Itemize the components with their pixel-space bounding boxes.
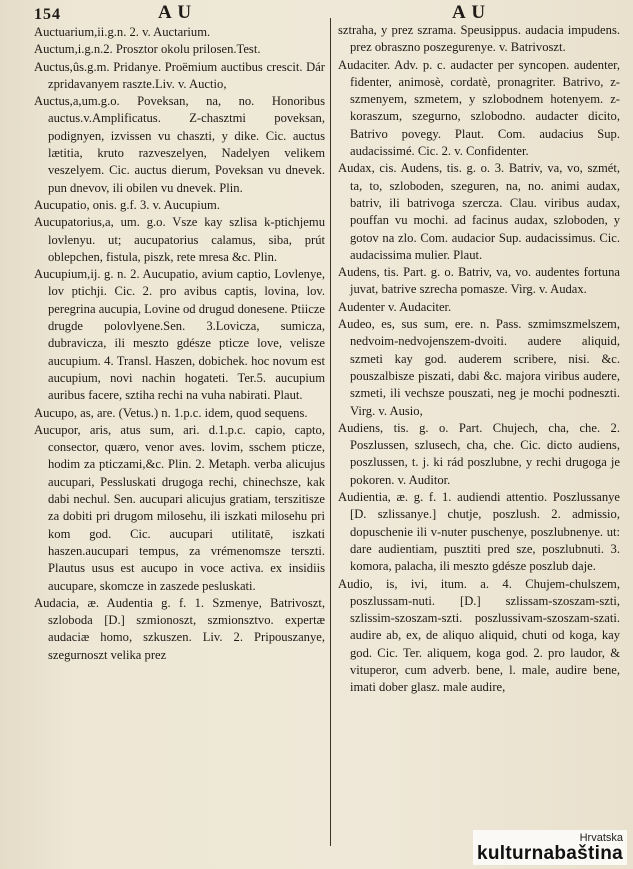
dictionary-entry: Aucupatorius,a, um. g.o. Vsze kay szlisa k-ptichjemu lovlenyu. ut; aucupatorius calamus, siba, prút oblepchen, fistula, piszk, rete mresa &c. Plin. bbox=[34, 215, 325, 264]
watermark-line-1: Hrvatska bbox=[579, 832, 623, 844]
dictionary-entry: sztraha, y prez szrama. Speusippus. audacia impudens. prez obraszno poszegurenye. v. Batrivoszt. bbox=[338, 23, 620, 55]
watermark-logo bbox=[473, 830, 627, 865]
right-running-head: A U bbox=[452, 2, 487, 23]
dictionary-entry: Audientia, æ. g. f. 1. audiendi attentio. Poszlussanye [D. szlissanye.] chutje, poszlush. 2. admissio, dopuschenie ili v-nuter puschenye, poszlubnenye. ut: dare audientiam, pusztiti pred sze, poszlubnuti. 3. komora, palacha, ili meszto gdésze poszlub daje. bbox=[338, 490, 620, 574]
dictionary-entry: Audenter v. Audaciter. bbox=[338, 299, 452, 314]
dictionary-entry: Audens, tis. Part. g. o. Batriv, va, vo. audentes fortuna juvat, batrive szrecha pomasze. Virg. v. Audax. bbox=[338, 265, 620, 297]
dictionary-entry: Auctum,i.g.n.2. Prosztor okolu prilosen.Test. bbox=[34, 42, 261, 57]
dictionary-entry: Auctuarium,ii.g.n. 2. v. Auctarium. bbox=[34, 25, 211, 39]
dictionary-entry: Audax, cis. Audens, tis. g. o. 3. Batriv, va, vo, szmét, ta, to, szloboden, szeguren, na, no. animi audax, batriv, ili batrivoga szercza. Clau. viribus audax, pouffan vu mochi. ad facinus audax, szloboden, y gotov na zlo. Com. audacior Sup. audacissimus. Cic. audacissima mulier. Plaut. bbox=[338, 161, 620, 262]
dictionary-entry: Auctus,a,um.g.o. Poveksan, na, no. Honoribus auctus.v.Amplificatus. Z-chasztmi poveksan, podignyen, izvissen vu chaszti, y dike. Cic. auctus lætitia, kruto razveszelyen, Nadelyen velikem veszelyem. Cic. auctus dierum, Poveksan vu dnevek. pun dnevov, ili obilen vu dnevek. Plin. bbox=[34, 94, 325, 195]
dictionary-entry: Audeo, es, sus sum, ere. n. Pass. szmimszmelszem, nedvoim-nedvojenszem-dvoiti. audere aliquid, szmeti kay god. auderem scribere, nisi. &c. pouszalbisze piszati, dabi &c. majora viribus audere, szmeti, ili vechsze pouszati, neg je mochi podneszti. Virg. v. Ausio, bbox=[338, 317, 620, 418]
left-column bbox=[34, 24, 325, 664]
column-divider bbox=[330, 18, 331, 846]
page-number: 154 bbox=[34, 6, 61, 23]
dictionary-entry: Aucupatio, onis. g.f. 3. v. Aucupium. bbox=[34, 197, 220, 212]
dictionary-entry: Aucupor, aris, atus sum, ari. d.1.p.c. capio, capto, consector, quæro, venor aves. lovim, sschem pticze, hodim za pticzami,&c. Plin. 2. Metaph. verba alicujus aucupari, Pessluskati drugoga rechi, chinechsze, kak dabi nechul. Sen. aucupari alicujus gratiam, terszitisze za dobiti pri drugom milosehu, ili iszkati milosehu pri kom god. Cic. aucupari utilitatē, iszkati haszen.aucupari tempus, za vrémenomsze terszti. Plautus usus est aucupo in voce activa. ex insidiis aucupare, skomcze in zaszede pesluskati. bbox=[34, 422, 325, 593]
dictionary-entry: Audiens, tis. g. o. Part. Chujech, cha, che. 2. Poszlussen, szlusech, cha, che. Cic. dicto audiens, poszlussen, t. j. ki rád poszlubne, y rechi drugoga je pokoren. v. Auditor. bbox=[338, 420, 620, 487]
dictionary-entry: Audaciter. Adv. p. c. audacter per syncopen. audenter, fidenter, animosè, cordatè, pronagriter. Batrivo, z-szmenyem, szmetem, y szlobodnem hotenyem. z-koraszum, szegurno, szlobodno. audacter dicito, Batrivo povegy. Plaut. Com. audacius Sup. audacissimé. Cic. 2. v. Confidenter. bbox=[338, 57, 620, 159]
dictionary-entry: Aucupium,ij. g. n. 2. Aucupatio, avium captio, Lovlenye, lov ptichji. Cic. 2. pro avibus captis, lovina, lov. peregrina aucupia, Lovine od drugud donesene. Ptiicze drugde polovlyene.Sen. 3.Lovicza, sumicza, dubravicza, ili meszto gdésze pticze love, velisze aucupium. 4. Transl. Haszen, dobichek. hoc novum est aucupium, novi nachin hogateti. Ter.5. aucupium auribus facere, sztiha rechi na vuha nabirati. Plaut. bbox=[34, 267, 325, 403]
dictionary-entry: Auctus,ûs.g.m. Pridanye. Proëmium auctibus crescit. Dár zpridavanyem raszte.Liv. v. Auctio, bbox=[34, 59, 325, 91]
dictionary-entry: Audacia, æ. Audentia g. f. 1. Szmenye, Batrivoszt, szloboda [D.] szmionoszt, szmionsztvo. expertæ audaciæ homo, szkuszen. Liv. 2. Pripouszanye, szegurnoszt velika prez bbox=[34, 595, 325, 662]
right-column bbox=[338, 22, 620, 697]
watermark-line-2: kulturnabaština bbox=[477, 843, 623, 864]
dictionary-entry: Audio, is, ivi, itum. a. 4. Chujem-chulszem, poszlussam-nuti. [D.] szlissam-szoszam-szti, szlissim-szoszam-szti. poszlussivam-szoszam-szati. audire ab, ex, de aliquo aliquid, chuti od koga, kay god. Cic. Ter. aliquem, koga god. 2. pro laudor, & vituperor, cum adverb. bene, l. male, audire bene, imati dober glasz. male audire, bbox=[338, 576, 620, 695]
left-running-head: A U bbox=[158, 2, 193, 23]
dictionary-entry: Aucupo, as, are. (Vetus.) n. 1.p.c. idem, quod sequens. bbox=[34, 405, 308, 420]
